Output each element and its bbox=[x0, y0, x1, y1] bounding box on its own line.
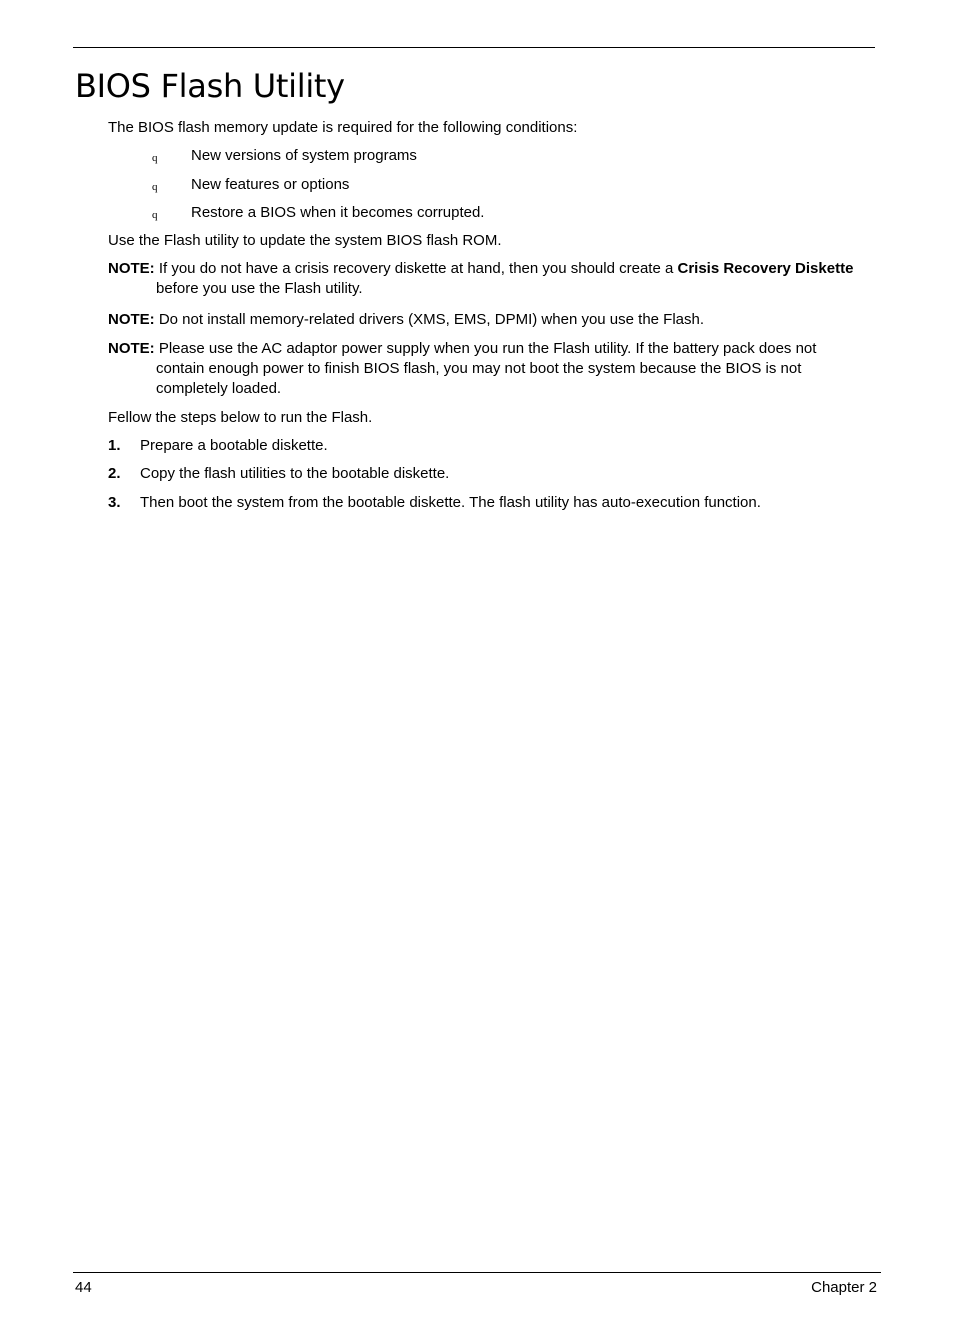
flash-usage-paragraph: Use the Flash utility to update the system BIOS flash ROM. bbox=[108, 232, 502, 249]
steps-intro-paragraph: Fellow the steps below to run the Flash. bbox=[108, 409, 373, 426]
list-item-text: Restore a BIOS when it becomes corrupted. bbox=[191, 204, 485, 221]
step-text: Then boot the system from the bootable diskette. The flash utility has auto-execution function. bbox=[140, 494, 761, 511]
footer-rule bbox=[73, 1272, 881, 1273]
note-crisis-recovery bbox=[108, 259, 868, 299]
note-label: NOTE: bbox=[108, 311, 155, 328]
chapter-label: Chapter 2 bbox=[811, 1279, 877, 1296]
intro-paragraph: The BIOS flash memory update is required for the following conditions: bbox=[108, 119, 578, 136]
bullet-icon: q bbox=[152, 181, 158, 193]
note-label: NOTE: bbox=[108, 260, 155, 277]
bullet-icon: q bbox=[152, 209, 158, 221]
note-emphasis: Crisis Recovery Diskette bbox=[677, 260, 854, 277]
note-text: Please use the AC adaptor power supply when you run the Flash utility. If the battery pack does not contain enough power to finish BIOS flash, you may not boot the system because the BIOS is not completely loaded. bbox=[154, 340, 817, 397]
note-label: NOTE: bbox=[108, 340, 155, 357]
step-number: 1. bbox=[108, 437, 121, 454]
page-number: 44 bbox=[75, 1279, 92, 1296]
note-memory-drivers bbox=[108, 310, 868, 330]
step-number: 3. bbox=[108, 494, 121, 511]
note-text: Do not install memory-related drivers (XMS, EMS, DPMI) when you use the Flash. bbox=[154, 311, 705, 328]
list-item-text: New versions of system programs bbox=[191, 147, 417, 164]
list-item-text: New features or options bbox=[191, 176, 350, 193]
page-title: BIOS Flash Utility bbox=[75, 67, 345, 105]
note-ac-adaptor bbox=[108, 339, 868, 399]
note-text: If you do not have a crisis recovery diskette at hand, then you should create a bbox=[154, 260, 678, 277]
step-number: 2. bbox=[108, 465, 121, 482]
bullet-icon: q bbox=[152, 152, 158, 164]
note-text: before you use the Flash utility. bbox=[156, 280, 363, 297]
header-rule bbox=[73, 47, 875, 48]
step-text: Prepare a bootable diskette. bbox=[140, 437, 328, 454]
step-text: Copy the flash utilities to the bootable diskette. bbox=[140, 465, 450, 482]
